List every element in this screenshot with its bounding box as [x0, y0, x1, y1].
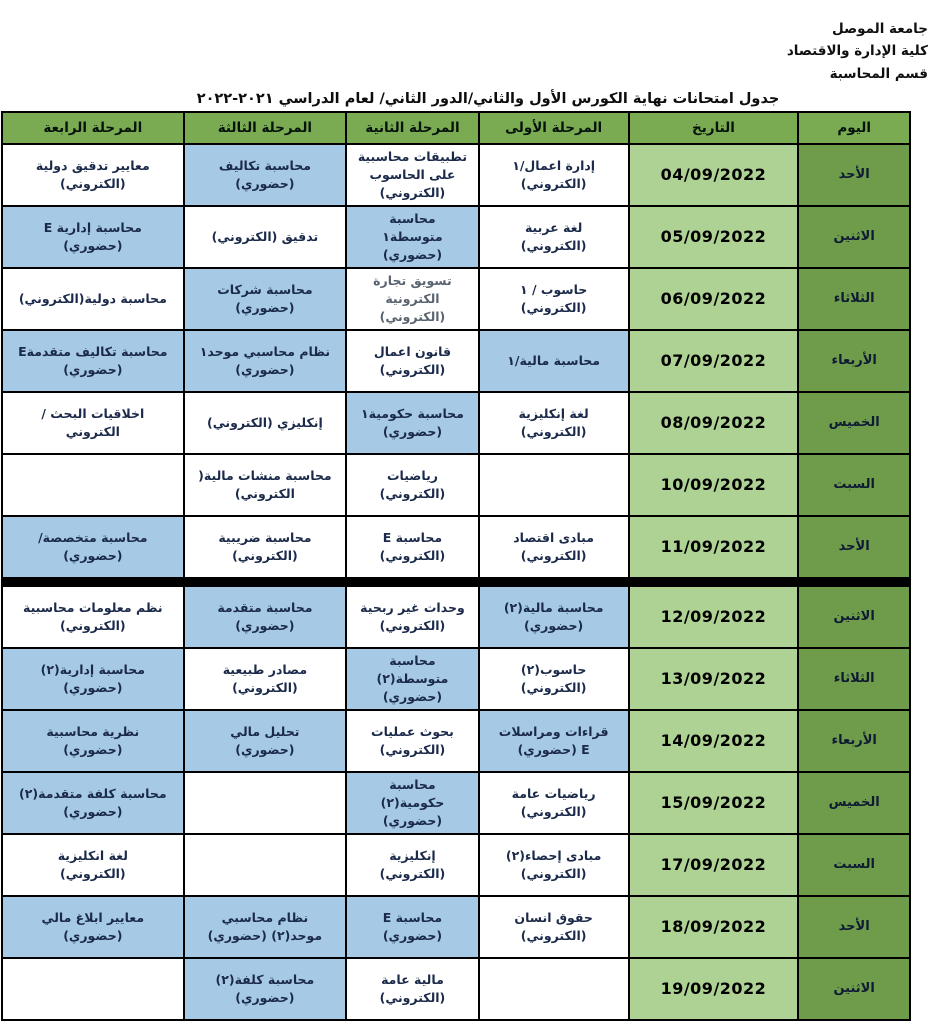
column-header-1: التاريخ: [629, 112, 799, 144]
schedule-body: [2, 144, 910, 1020]
header-row: [2, 112, 910, 144]
stage-4-exam-cell: [2, 958, 184, 1020]
stage-2-exam-cell: محاسبة E (حضوري): [346, 896, 479, 958]
day-cell: الاثنين: [798, 206, 910, 268]
date-cell: 04/09/2022: [629, 144, 799, 206]
org-college: كلية الإدارة والاقتصاد: [786, 43, 928, 60]
stage-2-exam-cell: محاسبة حكومية(٢) (حضوري): [346, 772, 479, 834]
stage-2-exam-cell: محاسبة حكومية١ (حضوري): [346, 392, 479, 454]
day-cell: السبت: [798, 834, 910, 896]
schedule-row: [2, 144, 910, 206]
stage-1-exam-cell: [479, 958, 629, 1020]
stage-1-exam-cell: لغة إنكليزية (الكتروني): [479, 392, 629, 454]
schedule-row: [2, 206, 910, 268]
stage-1-exam-cell: حقوق انسان (الكتروني): [479, 896, 629, 958]
stage-3-exam-cell: محاسبة شركات (حضوري): [184, 268, 347, 330]
day-cell: الأحد: [798, 896, 910, 958]
date-cell: 07/09/2022: [629, 330, 799, 392]
stage-2-exam-cell: تسويق تجارة الكترونية (الكتروني): [346, 268, 479, 330]
stage-4-exam-cell: محاسبة كلفة متقدمة(٢) (حضوري): [2, 772, 184, 834]
date-cell: 08/09/2022: [629, 392, 799, 454]
stage-3-exam-cell: محاسبة كلفة(٢) (حضوري): [184, 958, 347, 1020]
date-cell: 14/09/2022: [629, 710, 799, 772]
stage-3-exam-cell: محاسبة منشات مالية( الكتروني): [184, 454, 347, 516]
day-cell: الخميس: [798, 392, 910, 454]
stage-4-exam-cell: محاسبة متخصصة/ (حضوري): [2, 516, 184, 578]
stage-2-exam-cell: محاسبة متوسطة١ (حضوري): [346, 206, 479, 268]
day-cell: الخميس: [798, 772, 910, 834]
column-header-3: المرحلة الثانية: [346, 112, 479, 144]
stage-3-exam-cell: نظام محاسبي موحد(٢) (حضوري): [184, 896, 347, 958]
stage-4-exam-cell: محاسبة إدارية E (حضوري): [2, 206, 184, 268]
stage-1-exam-cell: إدارة اعمال/١ (الكتروني): [479, 144, 629, 206]
stage-3-exam-cell: نظام محاسبي موحد١ (حضوري): [184, 330, 347, 392]
schedule-row: [2, 896, 910, 958]
stage-1-exam-cell: قراءات ومراسلات E (حضوري): [479, 710, 629, 772]
stage-3-exam-cell: مصادر طبيعية (الكتروني): [184, 648, 347, 710]
stage-4-exam-cell: محاسبة دولية(الكتروني): [2, 268, 184, 330]
org-header: [0, 0, 946, 85]
day-cell: الثلاثاء: [798, 268, 910, 330]
stage-1-exam-cell: مبادى إحصاء(٢) (الكتروني): [479, 834, 629, 896]
stage-1-exam-cell: [479, 454, 629, 516]
schedule-row: [2, 834, 910, 896]
day-cell: الأحد: [798, 144, 910, 206]
day-cell: الاثنين: [798, 586, 910, 648]
schedule-row: [2, 392, 910, 454]
stage-3-exam-cell: إنكليزي (الكتروني): [184, 392, 347, 454]
schedule-row: [2, 268, 910, 330]
stage-1-exam-cell: محاسبة مالية/١: [479, 330, 629, 392]
stage-4-exam-cell: اخلاقيات البحث / الكتروني: [2, 392, 184, 454]
stage-2-exam-cell: قانون اعمال (الكتروني): [346, 330, 479, 392]
schedule-row: [2, 586, 910, 648]
stage-3-exam-cell: [184, 772, 347, 834]
stage-4-exam-cell: [2, 454, 184, 516]
schedule-row: [2, 958, 910, 1020]
stage-3-exam-cell: محاسبة ضريبية (الكتروني): [184, 516, 347, 578]
date-cell: 12/09/2022: [629, 586, 799, 648]
stage-2-exam-cell: رياضيات (الكتروني): [346, 454, 479, 516]
stage-3-exam-cell: تدقيق (الكتروني): [184, 206, 347, 268]
stage-1-exam-cell: حاسوب / ١ (الكتروني): [479, 268, 629, 330]
stage-1-exam-cell: محاسبة مالية(٢) (حضوري): [479, 586, 629, 648]
date-cell: 06/09/2022: [629, 268, 799, 330]
stage-3-exam-cell: محاسبة متقدمة (حضوري): [184, 586, 347, 648]
stage-2-exam-cell: بحوث عمليات (الكتروني): [346, 710, 479, 772]
stage-1-exam-cell: رياضيات عامة (الكتروني): [479, 772, 629, 834]
exam-schedule-table: [1, 111, 911, 1021]
schedule-row: [2, 454, 910, 516]
day-cell: الأحد: [798, 516, 910, 578]
day-cell: الثلاثاء: [798, 648, 910, 710]
stage-3-exam-cell: تحليل مالي (حضوري): [184, 710, 347, 772]
stage-2-exam-cell: مالية عامة (الكتروني): [346, 958, 479, 1020]
stage-2-exam-cell: محاسبة متوسطة(٢) (حضوري): [346, 648, 479, 710]
stage-3-exam-cell: [184, 834, 347, 896]
day-cell: الاثنين: [798, 958, 910, 1020]
stage-4-exam-cell: معايير تدقيق دولية (الكتروني): [2, 144, 184, 206]
column-header-2: المرحلة الأولى: [479, 112, 629, 144]
schedule-row: [2, 516, 910, 578]
schedule-row: [2, 710, 910, 772]
stage-2-exam-cell: إنكليزية (الكتروني): [346, 834, 479, 896]
column-header-0: اليوم: [798, 112, 910, 144]
stage-4-exam-cell: نظرية محاسبية (حضوري): [2, 710, 184, 772]
stage-1-exam-cell: مبادى اقتصاد (الكتروني): [479, 516, 629, 578]
day-cell: الأربعاء: [798, 330, 910, 392]
stage-4-exam-cell: نظم معلومات محاسبية (الكتروني): [2, 586, 184, 648]
day-cell: السبت: [798, 454, 910, 516]
date-cell: 19/09/2022: [629, 958, 799, 1020]
stage-4-exam-cell: لغة انكليزية (الكتروني): [2, 834, 184, 896]
stage-4-exam-cell: محاسبة إدارية(٢) (حضوري): [2, 648, 184, 710]
stage-2-exam-cell: وحدات غير ربحية (الكتروني): [346, 586, 479, 648]
date-cell: 11/09/2022: [629, 516, 799, 578]
stage-2-exam-cell: تطبيقات محاسبية على الحاسوب (الكتروني): [346, 144, 479, 206]
schedule-row: [2, 648, 910, 710]
day-cell: الأربعاء: [798, 710, 910, 772]
org-university: جامعة الموصل: [832, 21, 928, 37]
stage-2-exam-cell: محاسبة E (الكتروني): [346, 516, 479, 578]
column-header-4: المرحلة الثالثة: [184, 112, 347, 144]
org-department: قسم المحاسبة: [829, 65, 928, 82]
stage-1-exam-cell: لغة عربية (الكتروني): [479, 206, 629, 268]
schedule-title: جدول امتحانات نهاية الكورس الأول والثاني/الدور الثاني/ لعام الدراسي ٢٠٢١-٢٠٢٢: [196, 90, 780, 107]
stage-4-exam-cell: محاسبة تكاليف متقدمةE (حضوري): [2, 330, 184, 392]
stage-4-exam-cell: معايير ابلاغ مالي (حضوري): [2, 896, 184, 958]
schedule-row: [2, 772, 910, 834]
column-header-5: المرحلة الرابعة: [2, 112, 184, 144]
date-cell: 10/09/2022: [629, 454, 799, 516]
date-cell: 15/09/2022: [629, 772, 799, 834]
stage-3-exam-cell: محاسبة تكاليف (حضوري): [184, 144, 347, 206]
date-cell: 18/09/2022: [629, 896, 799, 958]
schedule-row: [2, 330, 910, 392]
date-cell: 13/09/2022: [629, 648, 799, 710]
date-cell: 17/09/2022: [629, 834, 799, 896]
stage-1-exam-cell: حاسوب(٢) (الكتروني): [479, 648, 629, 710]
section-divider: [2, 578, 910, 586]
date-cell: 05/09/2022: [629, 206, 799, 268]
